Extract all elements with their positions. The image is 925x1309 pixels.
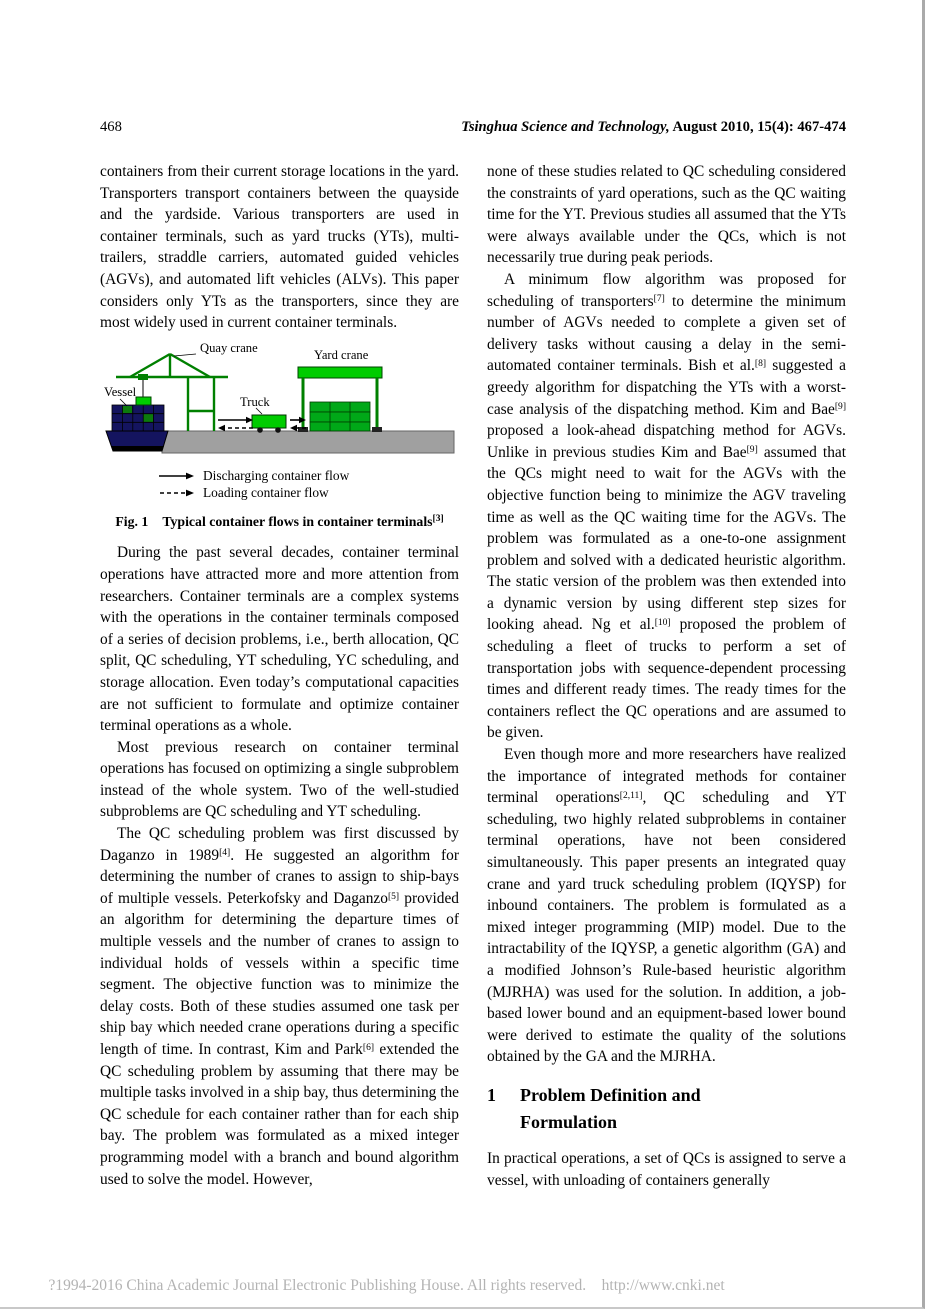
copyright-watermark: ?1994-2016 China Academic Journal Electronic Publishing House. All rights reserved. http://www.cnki.net bbox=[48, 1277, 725, 1294]
vessel-keel bbox=[111, 446, 164, 451]
quay-ground bbox=[162, 431, 454, 453]
hoisted-container bbox=[136, 397, 151, 405]
crane-trolley bbox=[138, 374, 148, 380]
figure-caption-text: Typical container flows in container terminals bbox=[162, 513, 433, 529]
paragraph-transporters: containers from their current storage locations in the yard. Transporters transport containers between the quayside and the yardside. Various transporters are used in container terminals, such as yard trucks (YTs), multi-trailers, straddle carriers, automated guided vehicles (AGVs), and automated lift vehicles (ALVs). This paper considers only YTs as the transporters, since they are most widely used in current container terminals. bbox=[100, 163, 459, 332]
legend-label-discharging: Discharging container flow bbox=[203, 467, 350, 483]
yard-container-stack bbox=[310, 402, 370, 431]
journal-citation bbox=[461, 119, 846, 136]
paragraph-decades: During the past several decades, container terminal operations have attracted more and more attention from researchers. Container terminals are a complex systems with the operations in the container terminals composed of a series of decision problems, i.e., berth allocation, QC split, QC scheduling, YT scheduling, YC scheduling, and storage allocation. Even today’s computational capacities are not sufficient to formulate and optimize container terminal operations as a whole. bbox=[100, 544, 459, 735]
vessel-container-stack bbox=[112, 405, 164, 431]
figure-caption-citation: [3] bbox=[432, 514, 444, 525]
right-column bbox=[487, 161, 846, 1191]
paragraph-integrated-methods: Even though more and more researchers have realized the importance of integrated methods for container terminal operations[2,11], QC scheduling and YT scheduling, two highly related subproblems in container terminal operations, have not been considered simultaneously. This paper presents an integrated quay crane and yard truck scheduling problem (IQYSP) for inbound containers. The problem is formulated as a mixed integer programming (MIP) model. Due to the intractability of the IQYSP, a genetic algorithm (GA) and a modified Johnson’s Rule-based heuristic algorithm (MJRHA) was used for the solution. In addition, a job-based lower bound and an equipment-based lower bound were derived to estimate the quality of the solutions obtained by the GA and the MJRHA. bbox=[487, 746, 846, 1066]
vessel-label: Vessel bbox=[104, 384, 137, 399]
legend-label-loading: Loading container flow bbox=[203, 485, 329, 501]
yard-crane-label: Yard crane bbox=[314, 347, 369, 362]
figure-caption-number: Fig. 1 bbox=[115, 513, 149, 529]
figure-legend bbox=[158, 467, 459, 502]
dashed-arrow-icon bbox=[158, 487, 196, 499]
page-header bbox=[100, 119, 846, 136]
section-heading-1 bbox=[487, 1082, 846, 1136]
figure-1 bbox=[100, 339, 459, 533]
quay-crane-pointer bbox=[174, 354, 196, 356]
page-number: 468 bbox=[100, 119, 122, 135]
page-footer bbox=[33, 1259, 725, 1309]
paragraph-yard-constraints: none of these studies related to QC scheduling considered the constraints of yard operations, such as the QC waiting time for the YT. Previous studies all assumed that the YTs were always available under the QCs, which is not necessarily true during peak periods. bbox=[487, 163, 846, 267]
solid-arrow-icon bbox=[158, 470, 196, 482]
paragraph-qc-scheduling-history: The QC scheduling problem was first discussed by Daganzo in 1989[4]. He suggested an algorithm for determining the number of cranes to assign to ship-bays of multiple vessels. Peterkofsky and Daganzo[5] provided an algorithm for determining the departure times of multiple vessels and the number of cranes to assign to individual holds of vessels within a specific time segment. The objective function was to minimize the delay costs. Both of these studies assumed one task per ship bay which needed crane operations during a specific length of time. In contrast, Kim and Park[6] extended the QC scheduling problem by assuming that there may be multiple tasks involved in a ship bay, thus determining the QC schedule for each container rather than for each ship bay. The problem was formulated as a mixed integer programming model with a branch and bound algorithm used to solve the model. However, bbox=[100, 825, 459, 1188]
yard-crane-wheel bbox=[372, 427, 382, 432]
section-title: Problem Definition and Formulation bbox=[520, 1084, 701, 1132]
truck-label: Truck bbox=[240, 394, 270, 409]
legend-item-discharging bbox=[158, 467, 459, 485]
paragraph-previous-research: Most previous research on container terminal operations has focused on optimizing a single subproblem instead of the whole system. Two of the well-studied subproblems are QC scheduling and YT scheduling. bbox=[100, 738, 459, 821]
journal-title: Tsinghua Science and Technology, bbox=[461, 119, 670, 135]
two-column-body bbox=[100, 161, 846, 1191]
section-number: 1 bbox=[487, 1084, 496, 1105]
container-flow-diagram bbox=[100, 339, 458, 461]
quay-crane-label: Quay crane bbox=[200, 340, 258, 355]
left-column bbox=[100, 161, 459, 1191]
truck-shape bbox=[252, 415, 286, 433]
paragraph-dispatching-methods: A minimum flow algorithm was proposed for scheduling of transporters[7] to determine the minimum number of AGVs needed to complete a given set of delivery tasks without causing a delay in the semi-automated container terminals. Bish et al.[8] suggested a greedy algorithm for dispatching the YTs with a worst-case analysis of the dispatching method. Kim and Bae[9] proposed a look-ahead dispatching method for AGVs. Unlike in previous studies Kim and Bae[9] assumed that the QCs might need to wait for the AGVs with the objective function being to minimize the AGV traveling time as well as the QC waiting time for the AGVs. The problem was formulated as a one-to-one assignment problem and solved with a dedicated heuristic algorithm. The static version of the problem was then extended into a dynamic version by using different step sizes for looking ahead. Ng et al.[10] proposed the problem of scheduling a fleet of trucks to perform a set of transportation jobs with sequence-dependent processing times and different ready times. The ready times for the containers reflect the QC operations and are assumed to be given. bbox=[487, 270, 846, 742]
figure-caption bbox=[100, 511, 459, 533]
paragraph-practical-operations: In practical operations, a set of QCs is assigned to serve a vessel, with unloading of containers generally bbox=[487, 1149, 846, 1189]
yard-crane-shape bbox=[298, 367, 382, 432]
legend-item-loading bbox=[158, 484, 459, 502]
journal-issue: August 2010, 15(4): 467-474 bbox=[669, 119, 846, 135]
